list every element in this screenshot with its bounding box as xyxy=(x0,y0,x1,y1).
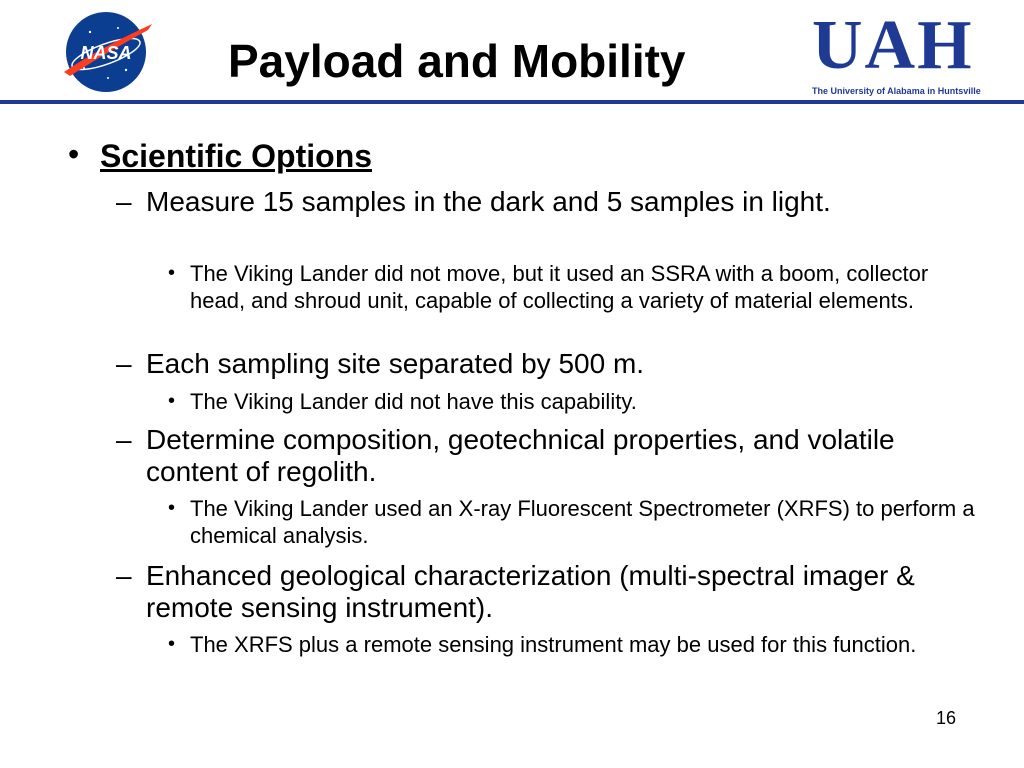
sub-list-item: The XRFS plus a remote sensing instrument may be used for this function. xyxy=(190,632,917,657)
header-divider xyxy=(0,100,1024,104)
sub-list-item: The Viking Lander did not have this capability. xyxy=(190,389,637,414)
dash-marker: – xyxy=(116,186,132,217)
list-item: Enhanced geological characterization (multi-spectral imager & remote sensing instrument). xyxy=(146,560,915,623)
uah-logo-subtitle: The University of Alabama in Huntsville xyxy=(812,86,981,96)
slide-title: Payload and Mobility xyxy=(228,35,686,87)
dot-marker: • xyxy=(168,497,176,519)
dash-marker: – xyxy=(116,348,132,379)
dot-marker: • xyxy=(168,390,176,412)
uah-logo-text: UAH xyxy=(812,7,974,84)
nasa-logo-text: NASA xyxy=(80,43,132,63)
dash-marker: – xyxy=(116,424,132,455)
uah-logo xyxy=(812,7,984,102)
page-number: 16 xyxy=(936,708,957,728)
sub-list-item: The Viking Lander did not move, but it used an SSRA with a boom, collector head, and shroud unit, capable of collecting a variety of material elements. xyxy=(190,261,929,313)
list-item: Each sampling site separated by 500 m. xyxy=(146,348,645,379)
dash-marker: – xyxy=(116,560,132,591)
dot-marker: • xyxy=(168,633,176,655)
nasa-logo xyxy=(56,10,156,94)
bullet-marker: • xyxy=(68,136,80,172)
list-item: Measure 15 samples in the dark and 5 samples in light. xyxy=(146,186,831,217)
list-item: Determine composition, geotechnical properties, and volatile content of regolith. xyxy=(146,424,895,487)
dot-marker: • xyxy=(168,262,176,284)
sub-list-item: The Viking Lander used an X-ray Fluorescent Spectrometer (XRFS) to perform a chemical analysis. xyxy=(190,496,975,548)
section-heading: Scientific Options xyxy=(100,138,373,174)
